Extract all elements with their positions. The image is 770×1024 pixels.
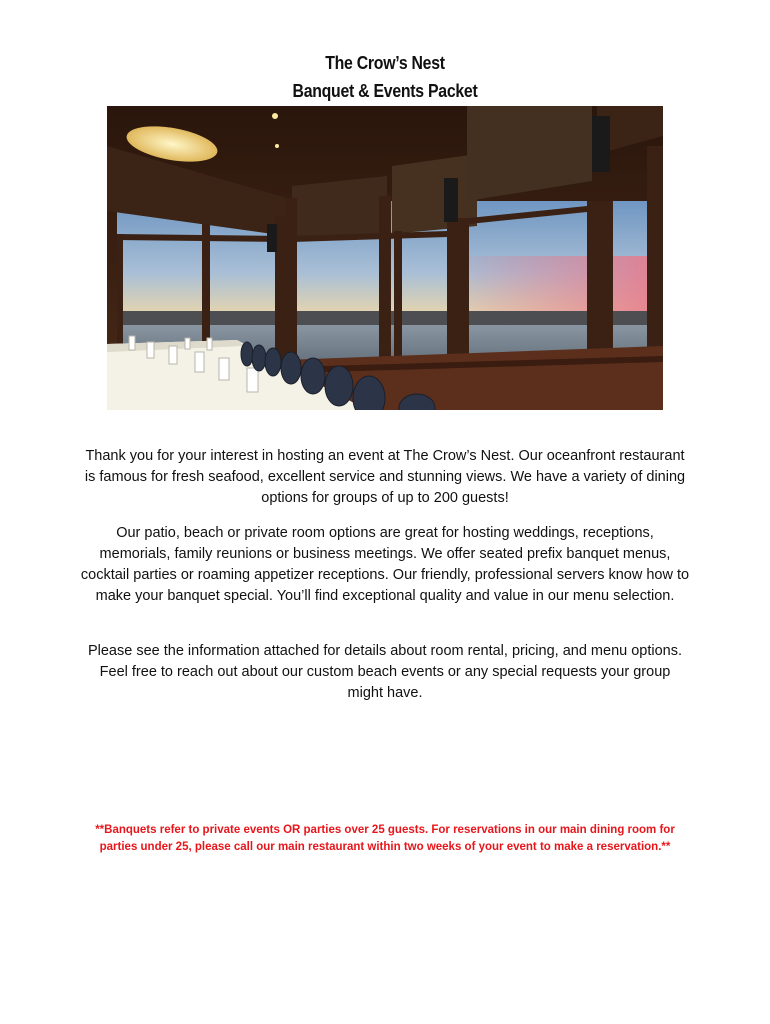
options-paragraph: Our patio, beach or private room options are great for hosting weddings, receptions, memorials, family reunions or business meetings. We offer seated prefix banquet menus, cocktail parties or roaming appetizer receptions. Our friendly, professional servers know how to make your banquet special. You’ll find exceptional quality and value in our menu selection.: [80, 525, 690, 604]
intro-paragraph: Thank you for your interest in hosting an event at The Crow’s Nest. Our oceanfront restaurant is famous for fresh seafood, excellent service and stunning views. We have a variety of dining options for groups of up to 200 guests!: [84, 448, 686, 506]
title-line-1: The Crow’s Nest: [325, 53, 445, 73]
page-title: [0, 49, 770, 105]
banquet-notice: **Banquets refer to private events OR parties over 25 guests. For reservations in our main dining room for parties under 25, please call our main restaurant within two weeks of your event to make a reservation.**: [95, 824, 675, 853]
dining-room-photo: [107, 106, 663, 410]
title-line-2: Banquet & Events Packet: [292, 81, 478, 101]
info-paragraph: Please see the information attached for details about room rental, pricing, and menu options. Feel free to reach out about our custom beach events or any special requests your group might have.: [87, 643, 683, 701]
